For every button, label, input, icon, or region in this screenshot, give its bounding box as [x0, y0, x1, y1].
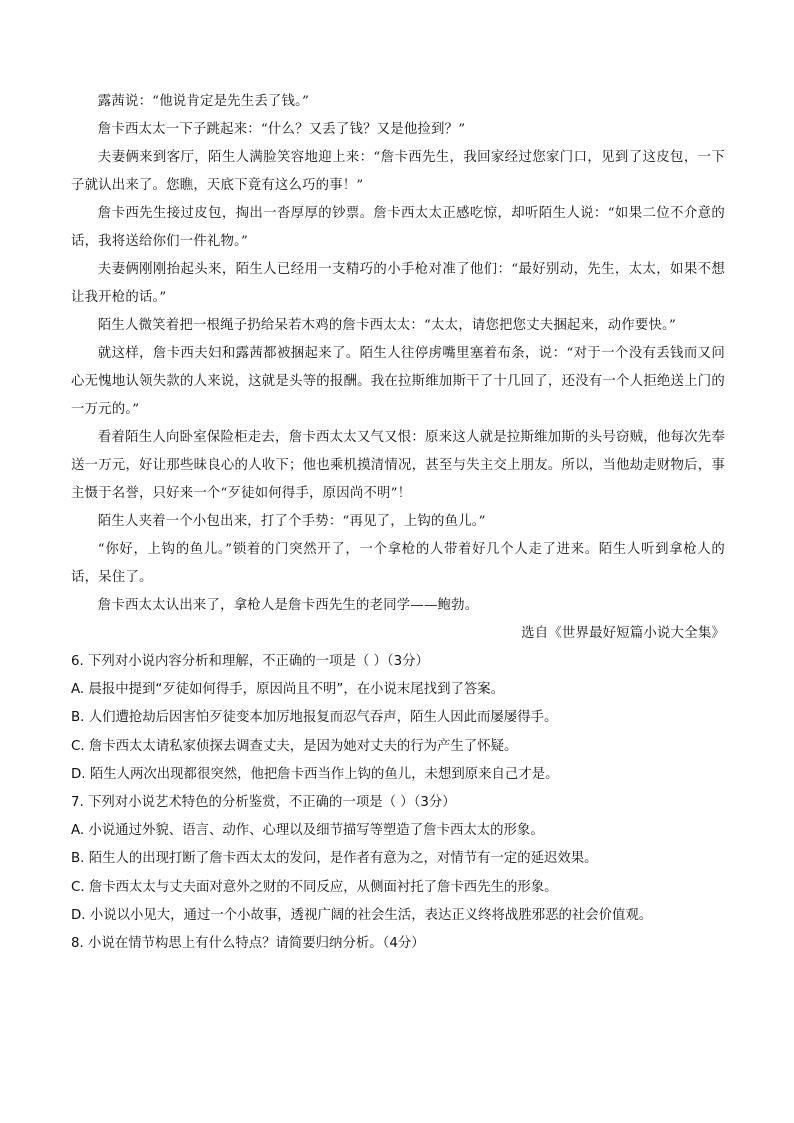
story-paragraph: 陌生人夹着一个小包出来，打了个手势：“再见了，上钩的鱼儿。”: [97, 514, 486, 529]
story-paragraph: 看着陌生人向卧室保险柜走去，詹卡西太太又气又恨：原来这人就是拉斯维加斯的头号窃贼，他每次先奉送一万元，好让那些昧良心的人收下；他也乘机摸清情况，甚至与失主交上朋友。所以，当他劫走财物后，事主慑于名誉，只好来一个“歹徒如何得手，原因尚不明”！: [71, 430, 725, 501]
story-paragraph: 詹卡西太太一下子跳起来：“什么？又丢了钱？又是他捡到？”: [97, 122, 466, 137]
story-paragraph: 露茜说：“他说肯定是先生丢了钱。”: [97, 94, 310, 109]
question-7-stem: 7. 下列对小说艺术特色的分析鉴赏，不正确的一项是（ ）（3分）: [71, 795, 456, 811]
story-paragraph: 夫妻俩刚刚抬起头来，陌生人已经用一支精巧的小手枪对准了他们：“最好别动，先生，太太，如果不想让我开枪的话。”: [71, 262, 725, 305]
story-paragraph: 詹卡西先生接过皮包，掏出一沓厚厚的钞票。詹卡西太太正感吃惊，却听陌生人说：“如果二位不介意的话，我将送给你们一件礼物。”: [71, 206, 725, 249]
document-page: [71, 88, 725, 958]
question-6-option-c: C. 詹卡西太太请私家侦探去调查丈夫，是因为她对丈夫的行为产生了怀疑。: [71, 738, 518, 754]
story-paragraph: 陌生人微笑着把一根绳子扔给呆若木鸡的詹卡西太太：“太太，请您把您丈夫捆起来，动作要快。”: [97, 318, 676, 333]
question-list: [71, 648, 725, 958]
question-8-stem: 8. 小说在情节构思上有什么特点？请简要归纳分析。（4分）: [71, 936, 425, 952]
story-excerpt: [71, 88, 725, 648]
question-7-option-c: C. 詹卡西太太与丈夫面对意外之财的不同反应，从侧面衬托了詹卡西先生的形象。: [71, 879, 558, 895]
question-7-option-d: D. 小说以小见大，通过一个小故事，透视广阔的社会生活，表达正义终将战胜邪恶的社会价值观。: [71, 907, 653, 923]
question-6-stem: 6. 下列对小说内容分析和理解，不正确的一项是（ ）（3分）: [71, 654, 429, 669]
question-6-option-b: B. 人们遭抢劫后因害怕歹徒变本加厉地报复而忍气吞声，陌生人因此而屡屡得手。: [71, 710, 558, 726]
story-paragraph: 就这样，詹卡西夫妇和露茜都被捆起来了。陌生人往停虏嘴里塞着布条，说：“对于一个没有丢钱而又问心无愧地认领失款的人来说，这就是头等的报酬。我在拉斯维加斯干了十几回了，还没有一个人拒绝送上门的一万元的。”: [71, 346, 725, 417]
story-source: 选自《世界最好短篇小说大全集》: [521, 626, 725, 641]
story-paragraph: 詹卡西太太认出来了，拿枪人是詹卡西先生的老同学——鲍勃。: [97, 598, 479, 613]
story-paragraph: “你好，上钩的鱼儿。”锁着的门突然开了，一个拿枪的人带着好几个人走了进来。陌生人听到拿枪人的话，呆住了。: [71, 542, 725, 585]
question-7-option-b: B. 陌生人的出现打断了詹卡西太太的发问，是作者有意为之，对情节有一定的延迟效果。: [71, 851, 598, 867]
question-6-option-d: D. 陌生人两次出现都很突然，他把詹卡西当作上钩的鱼儿，未想到原来自己才是。: [71, 766, 559, 782]
question-6-option-a: A. 晨报中提到“歹徒如何得手，原因尚且不明”，在小说末尾找到了答案。: [71, 682, 505, 698]
question-7-option-a: A. 小说通过外貌、语言、动作、心理以及细节描写等塑造了詹卡西太太的形象。: [71, 823, 544, 839]
story-paragraph: 夫妻俩来到客厅，陌生人满脸笑容地迎上来：“詹卡西先生，我回家经过您家门口，见到了这皮包，一下子就认出来了。您瞧，天底下竟有这么巧的事！”: [71, 150, 725, 193]
